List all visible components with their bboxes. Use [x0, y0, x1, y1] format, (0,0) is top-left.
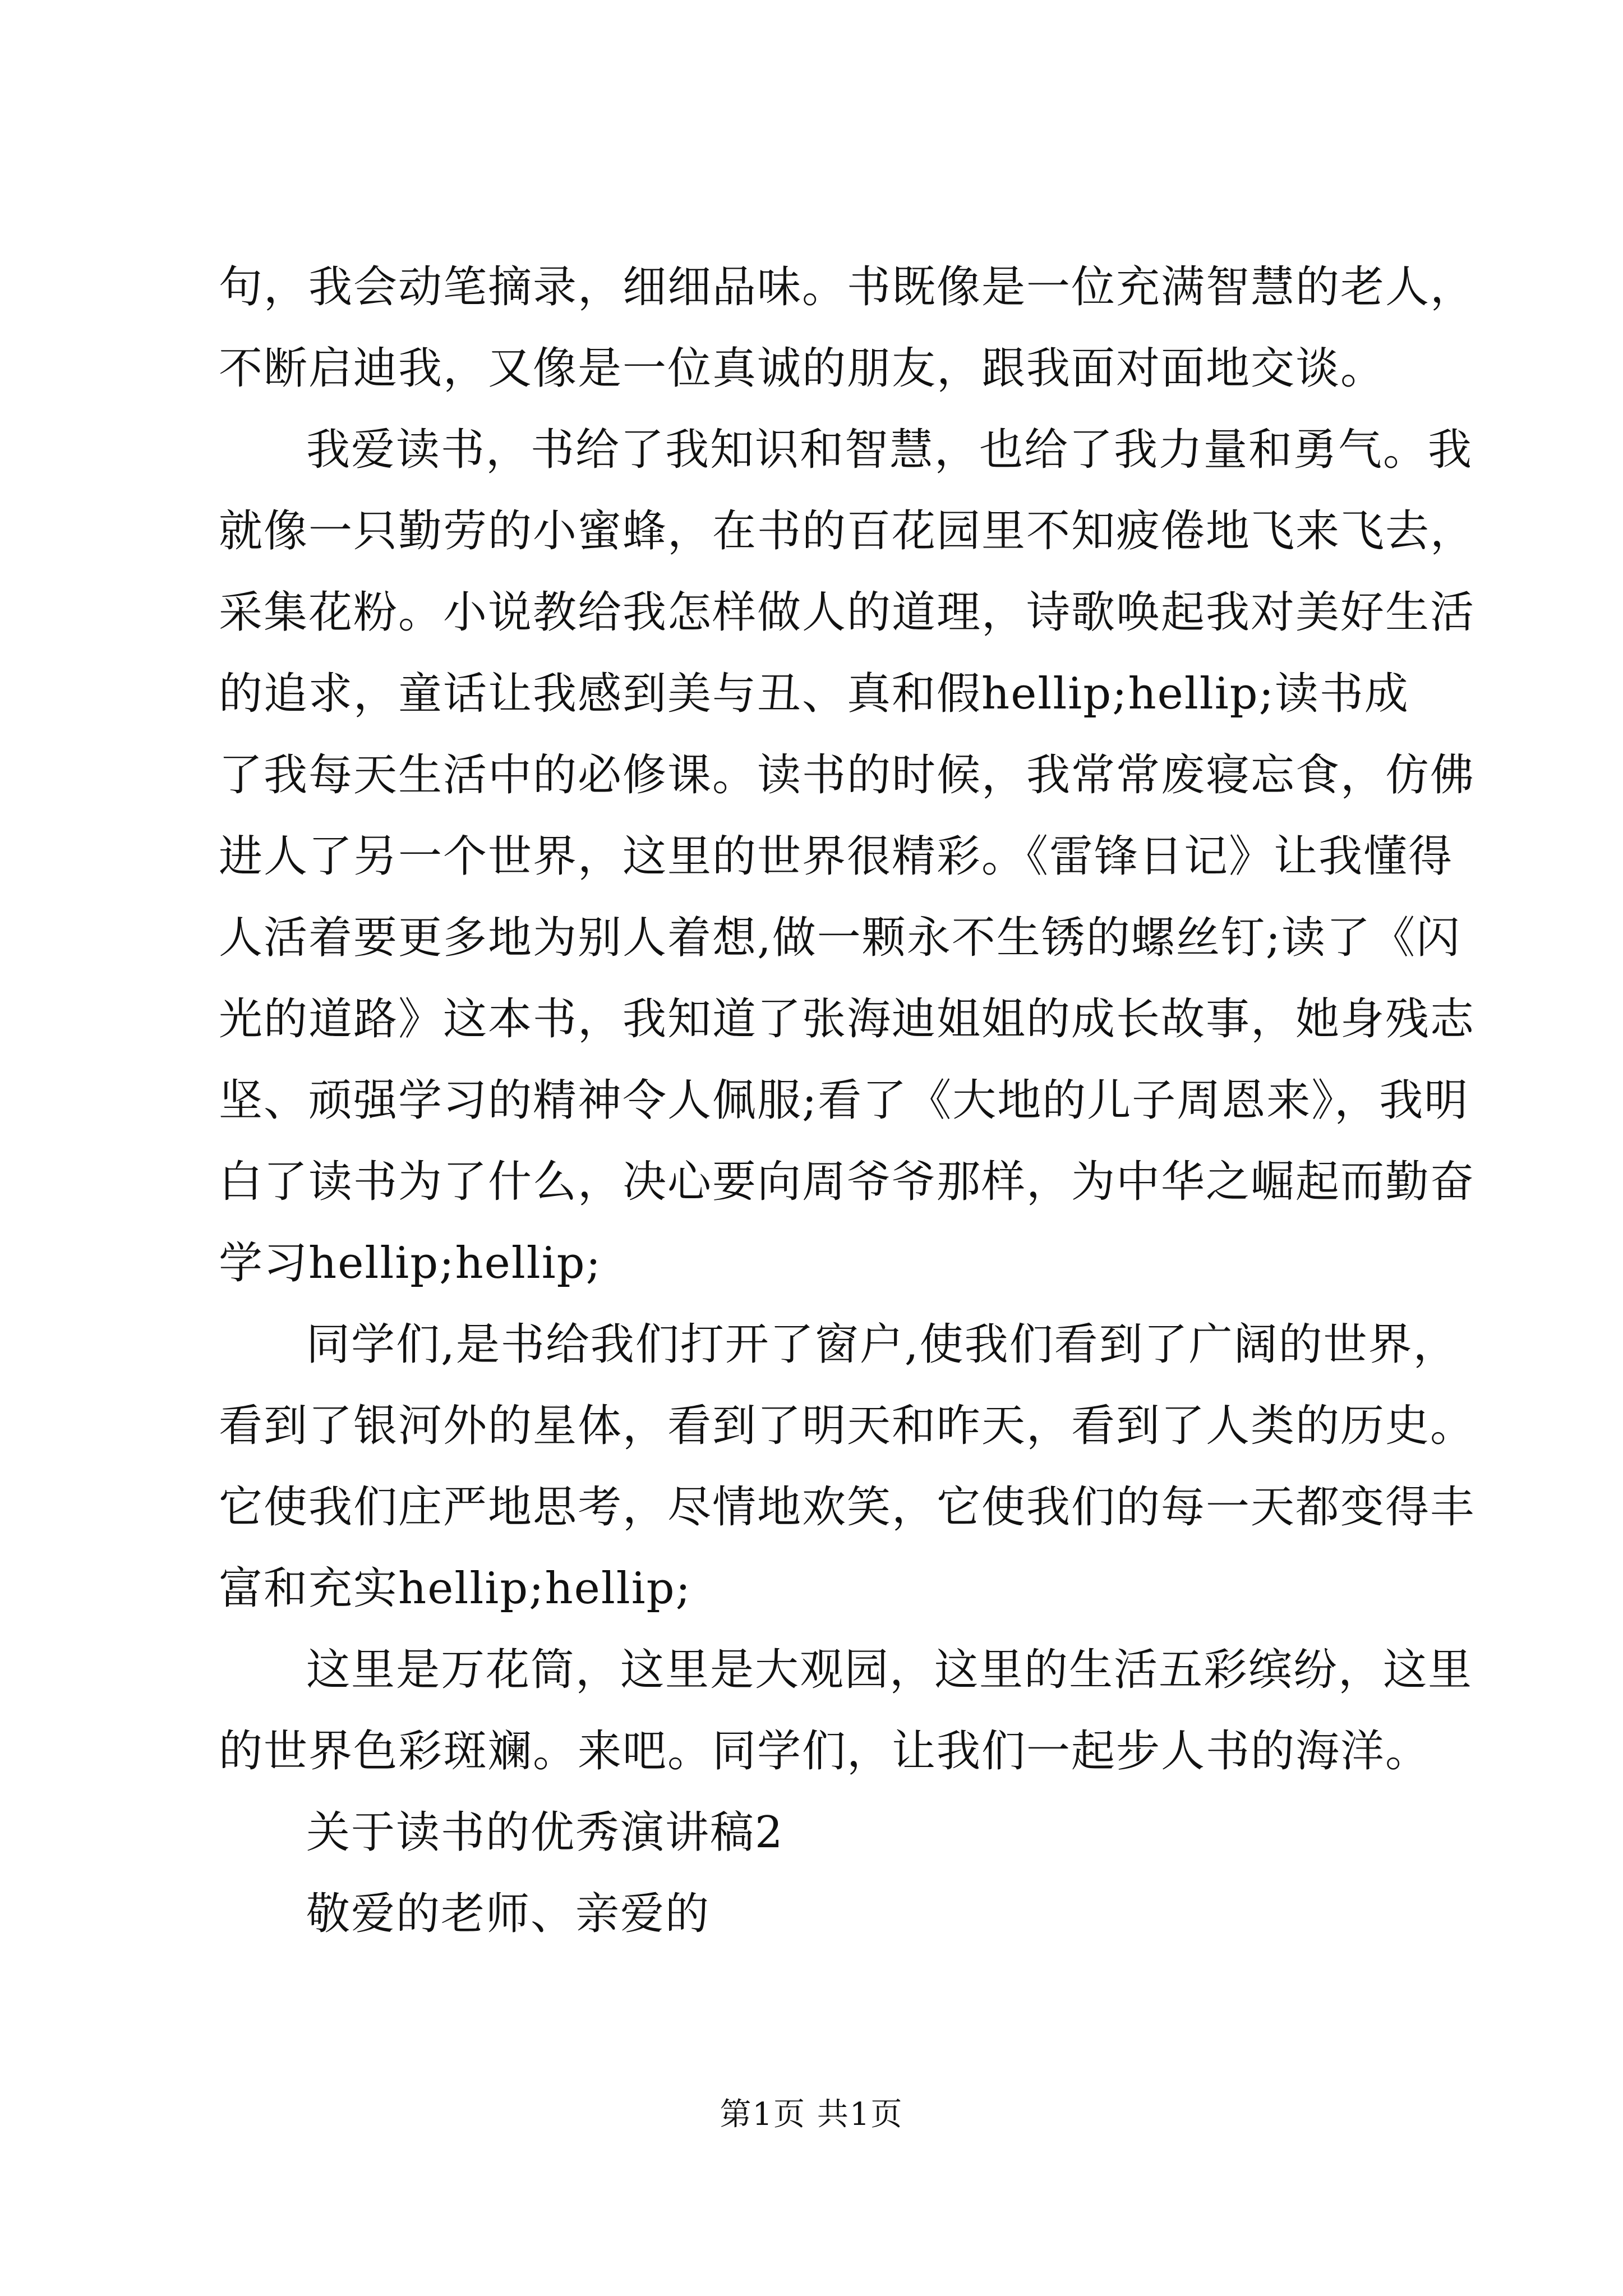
- page-footer: [0, 2092, 1623, 2137]
- text-line: 句，我会动笔摘录，细细品味。书既像是一位充满智慧的老人，: [219, 262, 1476, 312]
- text-line: 的世界色彩斑斓。来吧。同学们，让我们一起步人书的海洋。: [219, 1726, 1431, 1777]
- text-line: 采集花粉。小说教给我怎样做人的道理，诗歌唤起我对美好生活: [219, 587, 1476, 638]
- text-line: 学习hellip;hellip;: [219, 1238, 602, 1289]
- paragraph-start-line: 同学们,是书给我们打开了窗户,使我们看到了广阔的世界，: [306, 1319, 1458, 1370]
- text-line: 了我每天生活中的必修课。读书的时候，我常常废寝忘食，仿佛: [219, 750, 1476, 800]
- text-line: 不断启迪我，又像是一位真诚的朋友，跟我面对面地交谈。: [219, 343, 1386, 394]
- paragraph-start-line: 我爱读书，书给了我知识和智慧，也给了我力量和勇气。我: [306, 425, 1473, 475]
- text-line: 富和充实hellip;hellip;: [219, 1563, 691, 1614]
- page-number-label: 第1页 共1页: [720, 2096, 903, 2133]
- text-line: 就像一只勤劳的小蜜蜂，在书的百花园里不知疲倦地飞来飞去，: [219, 506, 1476, 556]
- text-line: 人活着要更多地为别人着想,做一颗永不生锈的螺丝钉;读了《闪: [219, 913, 1461, 963]
- text-line: 进人了另一个世界，这里的世界很精彩。《雷锋日记》让我懂得: [219, 831, 1454, 882]
- text-line: 看到了银河外的星体，看到了明天和昨天，看到了人类的历史。: [219, 1401, 1476, 1451]
- text-line: 光的道路》这本书，我知道了张海迪姐姐的成长故事，她身残志: [219, 994, 1476, 1045]
- salutation-line: 敬爱的老师、亲爱的: [306, 1889, 711, 1939]
- paragraph-start-line: 这里是万花筒，这里是大观园，这里的生活五彩缤纷，这里: [306, 1645, 1473, 1695]
- text-line: 白了读书为了什么，决心要向周爷爷那样，为中华之崛起而勤奋: [219, 1157, 1476, 1207]
- text-line: 它使我们庄严地思考，尽情地欢笑，它使我们的每一天都变得丰: [219, 1482, 1476, 1533]
- section-heading: 关于读书的优秀演讲稿2: [306, 1807, 784, 1858]
- text-line: 坚、顽强学习的精神令人佩服;看了《大地的儿子周恩来》，我明: [219, 1075, 1469, 1126]
- text-line: 的追求，童话让我感到美与丑、真和假hellip;hellip;读书成: [219, 669, 1409, 719]
- document-body: [219, 247, 1476, 1955]
